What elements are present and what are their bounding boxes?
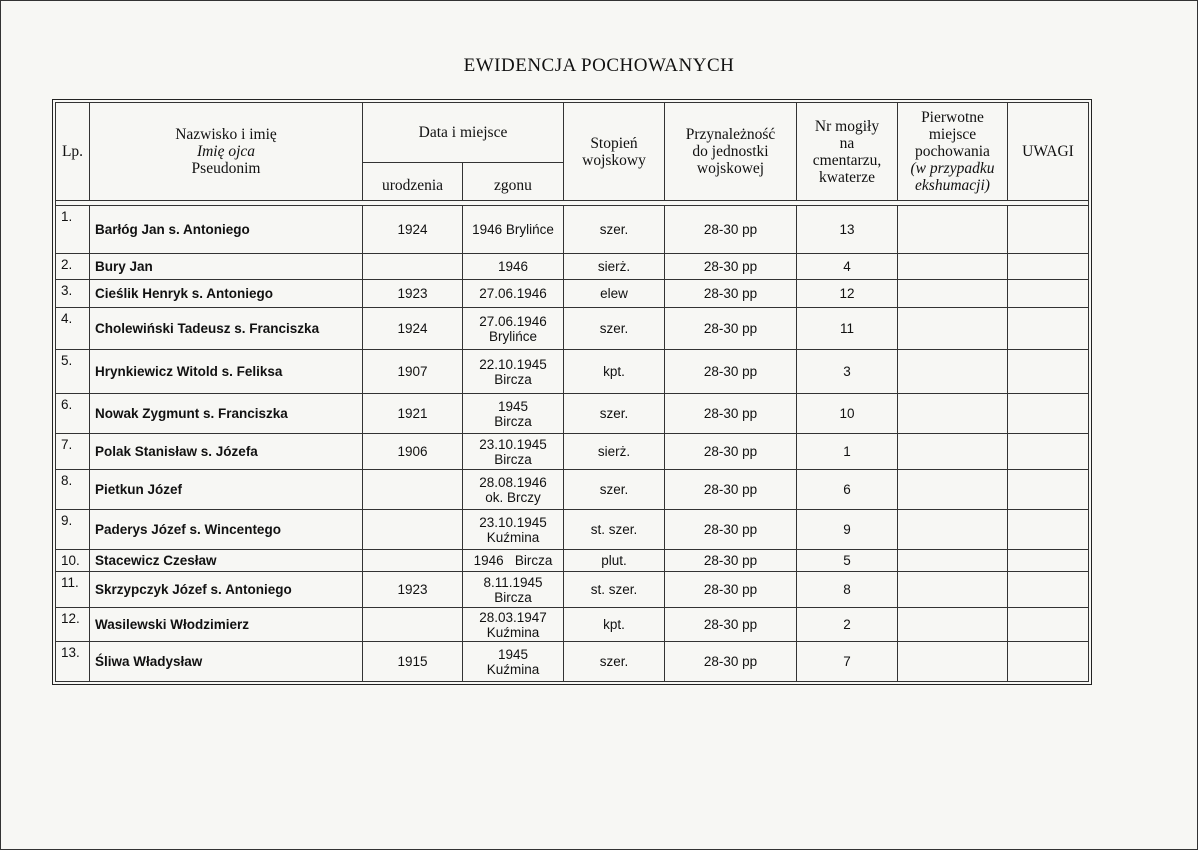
deceased-name: Pietkun Józef	[90, 470, 363, 510]
grave-number: 6	[797, 470, 898, 510]
notes-cell	[1008, 280, 1089, 308]
death-line-2: Bircza	[494, 589, 532, 605]
original-burial-place	[898, 254, 1008, 280]
death-line-1: 8.11.1945	[483, 574, 543, 590]
deceased-name: Cholewiński Tadeusz s. Franciszka	[90, 308, 363, 350]
death-line-2: ok. Brczy	[485, 489, 541, 505]
header-death: zgonu	[463, 163, 564, 201]
deceased-name: Cieślik Henryk s. Antoniego	[90, 280, 363, 308]
grave-number: 5	[797, 550, 898, 572]
death-line-1: 27.06.1946	[479, 313, 547, 329]
header-original-burial-place: Pierwotne miejsce pochowania (w przypadku ekshumacji)	[898, 103, 1008, 201]
birth-date	[363, 608, 463, 642]
birth-date: 1907	[363, 350, 463, 394]
military-rank: szer.	[564, 394, 665, 434]
birth-date: 1906	[363, 434, 463, 470]
death-line-1: 23.10.1945	[479, 514, 547, 530]
military-rank: szer.	[564, 206, 665, 254]
row-number: 7.	[56, 434, 90, 470]
row-number: 6.	[56, 394, 90, 434]
original-burial-place	[898, 394, 1008, 434]
original-burial-place	[898, 434, 1008, 470]
header-notes: UWAGI	[1008, 103, 1089, 201]
deceased-name: Stacewicz Czesław	[90, 550, 363, 572]
table-row	[56, 550, 1089, 572]
notes-cell	[1008, 254, 1089, 280]
death-date-place	[463, 206, 564, 254]
document-title: EWIDENCJA POCHOWANYCH	[463, 55, 735, 76]
table-row	[56, 572, 1089, 608]
grave-number: 9	[797, 510, 898, 550]
birth-date: 1923	[363, 280, 463, 308]
death-line-1: 1946 Brylińce	[472, 222, 554, 237]
table-row	[56, 608, 1089, 642]
military-rank: st. szer.	[564, 510, 665, 550]
birth-date: 1915	[363, 642, 463, 682]
deceased-name: Bury Jan	[90, 254, 363, 280]
original-burial-place	[898, 608, 1008, 642]
death-date-place	[463, 350, 564, 394]
original-burial-place	[898, 280, 1008, 308]
row-number: 1.	[56, 206, 90, 254]
row-number: 4.	[56, 308, 90, 350]
death-line-1: 22.10.1945	[479, 356, 547, 372]
death-line-1: 27.06.1946	[479, 286, 547, 301]
header-unit: Przynależność do jednostki wojskowej	[665, 103, 797, 201]
military-unit: 28-30 pp	[665, 350, 797, 394]
deceased-name: Hrynkiewicz Witold s. Feliksa	[90, 350, 363, 394]
row-number: 13.	[56, 642, 90, 682]
table-row	[56, 206, 1089, 254]
row-number: 11.	[56, 572, 90, 608]
death-date-place	[463, 572, 564, 608]
deceased-name: Skrzypczyk Józef s. Antoniego	[90, 572, 363, 608]
death-line-1: 1946	[497, 259, 529, 274]
notes-cell	[1008, 550, 1089, 572]
original-burial-place	[898, 350, 1008, 394]
header-rank: Stopień wojskowy	[564, 103, 665, 201]
military-rank: elew	[564, 280, 665, 308]
birth-date	[363, 470, 463, 510]
military-unit: 28-30 pp	[665, 572, 797, 608]
table-row	[56, 470, 1089, 510]
military-rank: plut.	[564, 550, 665, 572]
death-date-place	[463, 280, 564, 308]
grave-number: 11	[797, 308, 898, 350]
header-lp: Lp.	[56, 103, 90, 201]
military-unit: 28-30 pp	[665, 608, 797, 642]
death-date-place	[463, 308, 564, 350]
birth-date	[363, 254, 463, 280]
row-number: 3.	[56, 280, 90, 308]
table-row	[56, 254, 1089, 280]
burial-register-table	[55, 102, 1089, 682]
notes-cell	[1008, 470, 1089, 510]
death-line-1: 28.08.1946	[479, 474, 547, 490]
military-rank: sierż.	[564, 254, 665, 280]
deceased-name: Polak Stanisław s. Józefa	[90, 434, 363, 470]
row-number: 8.	[56, 470, 90, 510]
birth-date	[363, 510, 463, 550]
birth-date: 1921	[363, 394, 463, 434]
table-row	[56, 308, 1089, 350]
death-line-1: 1945	[497, 646, 529, 662]
table-row	[56, 510, 1089, 550]
original-burial-place	[898, 572, 1008, 608]
death-date-place	[463, 394, 564, 434]
death-date-place	[463, 254, 564, 280]
row-number: 2.	[56, 254, 90, 280]
deceased-name: Barłóg Jan s. Antoniego	[90, 206, 363, 254]
original-burial-place	[898, 206, 1008, 254]
military-unit: 28-30 pp	[665, 550, 797, 572]
table-row	[56, 642, 1089, 682]
death-date-place	[463, 510, 564, 550]
table-row	[56, 280, 1089, 308]
military-rank: kpt.	[564, 608, 665, 642]
death-line-2: Bircza	[494, 371, 532, 387]
military-unit: 28-30 pp	[665, 394, 797, 434]
death-line-1: 1946 Bircza	[473, 553, 553, 568]
header-grave-number: Nr mogiły na cmentarzu, kwaterze	[797, 103, 898, 201]
military-unit: 28-30 pp	[665, 642, 797, 682]
notes-cell	[1008, 308, 1089, 350]
death-date-place	[463, 550, 564, 572]
birth-date	[363, 550, 463, 572]
notes-cell	[1008, 350, 1089, 394]
birth-date: 1924	[363, 308, 463, 350]
death-date-place	[463, 608, 564, 642]
grave-number: 2	[797, 608, 898, 642]
row-number: 9.	[56, 510, 90, 550]
grave-number: 4	[797, 254, 898, 280]
original-burial-place	[898, 550, 1008, 572]
header-birth: urodzenia	[363, 163, 463, 201]
military-unit: 28-30 pp	[665, 206, 797, 254]
military-unit: 28-30 pp	[665, 470, 797, 510]
military-rank: sierż.	[564, 434, 665, 470]
row-number: 10.	[56, 550, 90, 572]
grave-number: 12	[797, 280, 898, 308]
death-line-1: 28.03.1947	[479, 609, 547, 625]
death-line-2: Kuźmina	[486, 529, 540, 545]
military-rank: kpt.	[564, 350, 665, 394]
death-line-2: Bircza	[494, 413, 532, 429]
deceased-name: Paderys Józef s. Wincentego	[90, 510, 363, 550]
military-rank: szer.	[564, 308, 665, 350]
row-number: 5.	[56, 350, 90, 394]
original-burial-place	[898, 642, 1008, 682]
table-row	[56, 350, 1089, 394]
death-line-1: 1945	[497, 398, 529, 414]
header-date-place: Data i miejsce	[363, 103, 564, 163]
death-date-place	[463, 470, 564, 510]
grave-number: 3	[797, 350, 898, 394]
notes-cell	[1008, 510, 1089, 550]
original-burial-place	[898, 470, 1008, 510]
header-name: Nazwisko i imię Imię ojca Pseudonim	[90, 103, 363, 201]
death-line-2: Kuźmina	[486, 624, 540, 640]
table-row	[56, 394, 1089, 434]
row-number: 12.	[56, 608, 90, 642]
notes-cell	[1008, 642, 1089, 682]
original-burial-place	[898, 510, 1008, 550]
military-unit: 28-30 pp	[665, 280, 797, 308]
death-date-place	[463, 642, 564, 682]
military-rank: st. szer.	[564, 572, 665, 608]
military-unit: 28-30 pp	[665, 434, 797, 470]
table-row	[56, 434, 1089, 470]
grave-number: 1	[797, 434, 898, 470]
grave-number: 10	[797, 394, 898, 434]
birth-date: 1923	[363, 572, 463, 608]
notes-cell	[1008, 206, 1089, 254]
military-unit: 28-30 pp	[665, 510, 797, 550]
deceased-name: Śliwa Władysław	[90, 642, 363, 682]
notes-cell	[1008, 434, 1089, 470]
grave-number: 8	[797, 572, 898, 608]
grave-number: 7	[797, 642, 898, 682]
deceased-name: Nowak Zygmunt s. Franciszka	[90, 394, 363, 434]
military-unit: 28-30 pp	[665, 254, 797, 280]
military-rank: szer.	[564, 642, 665, 682]
death-line-2: Bircza	[494, 451, 532, 467]
death-line-2: Kuźmina	[486, 661, 540, 677]
original-burial-place	[898, 308, 1008, 350]
military-rank: szer.	[564, 470, 665, 510]
death-date-place	[463, 434, 564, 470]
death-line-1: 23.10.1945	[479, 436, 547, 452]
grave-number: 13	[797, 206, 898, 254]
military-unit: 28-30 pp	[665, 308, 797, 350]
notes-cell	[1008, 608, 1089, 642]
notes-cell	[1008, 394, 1089, 434]
notes-cell	[1008, 572, 1089, 608]
birth-date: 1924	[363, 206, 463, 254]
deceased-name: Wasilewski Włodzimierz	[90, 608, 363, 642]
death-line-2: Brylińce	[488, 328, 537, 344]
